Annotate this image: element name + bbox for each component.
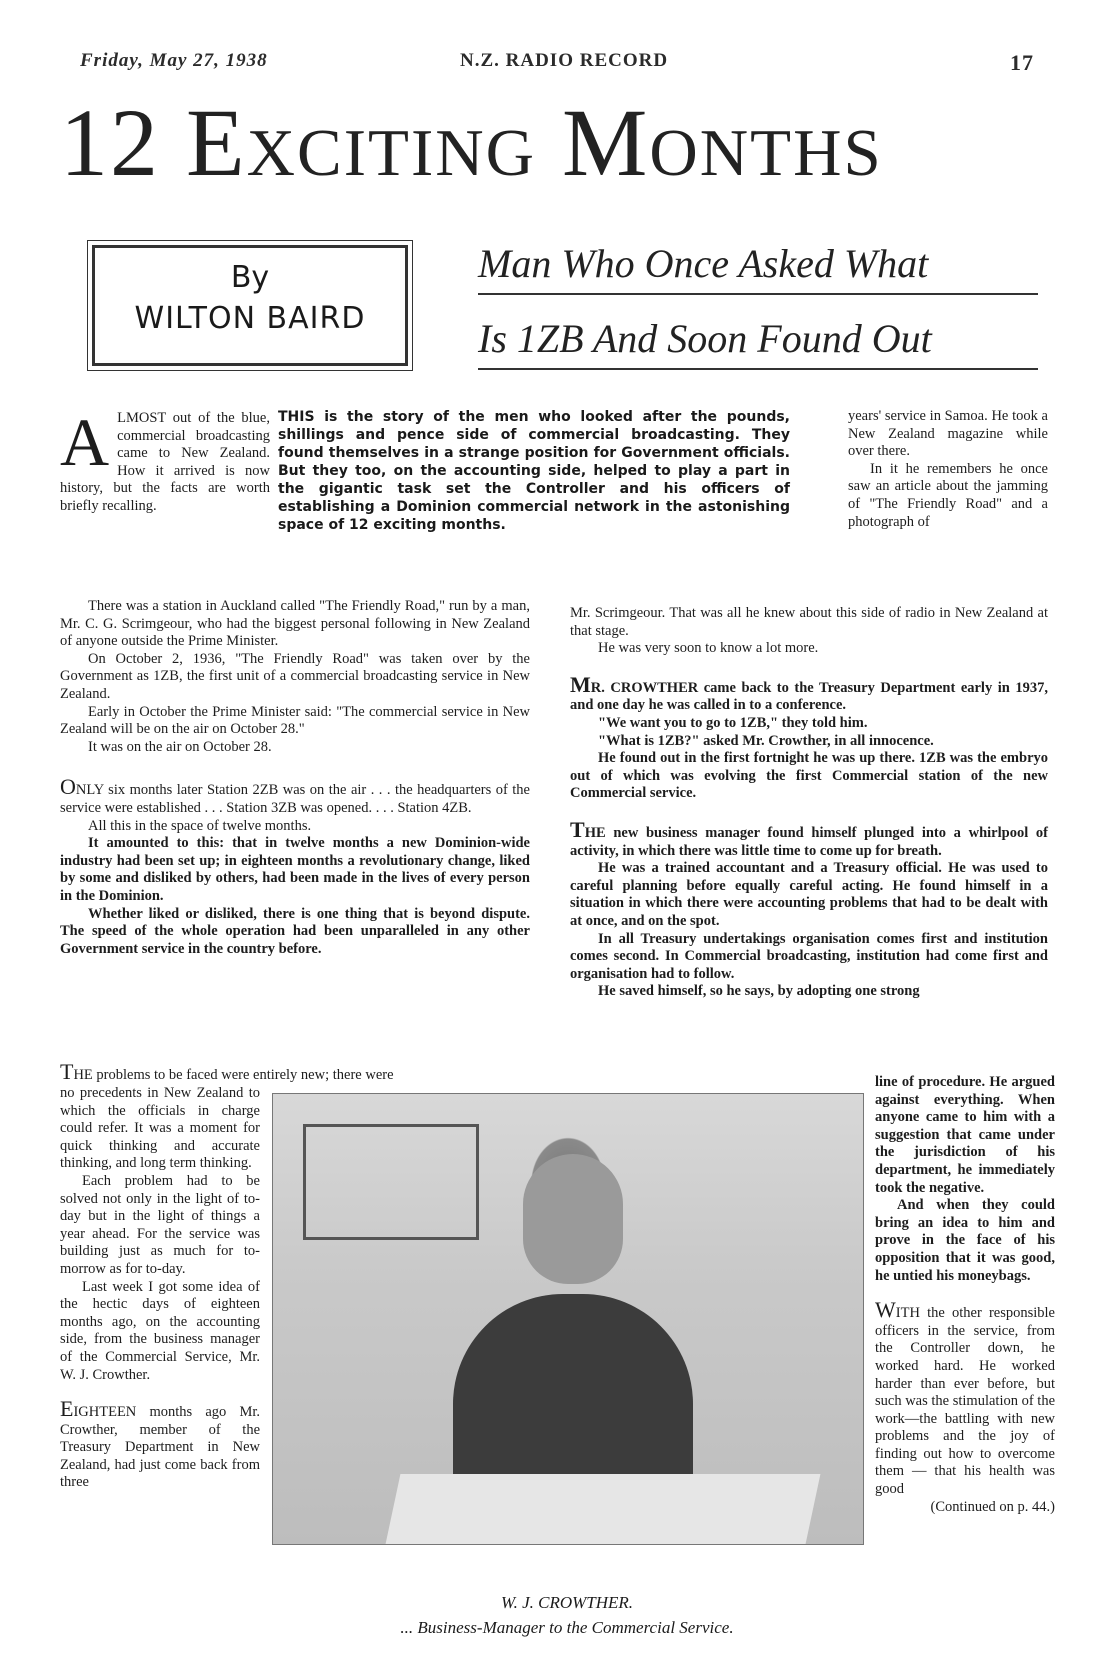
- para-october-2: On October 2, 1936, "The Friendly Road" was taken over by the Government as 1ZB, the first unit of a commercial broadcasting service in New Zealand.: [60, 650, 530, 702]
- para-eighteen-months: IGHTEEN months ago Mr. Crowther, member of the Treasury Department in New Zealand, had just come back from three: [60, 1404, 260, 1491]
- lead-text: LMOST out of the blue, commercial broadcasting came to New Zealand. How it arrived is now history, but the facts are worth briefly recalling.: [60, 410, 270, 514]
- drop-cap-w: W: [875, 1297, 896, 1323]
- byline-by: By: [230, 260, 270, 295]
- para-moneybags: And when they could bring an idea to him and prove in the face of his opposition that it was good, he untied his moneybags.: [875, 1197, 1055, 1284]
- drop-cap-t2: T: [570, 816, 585, 842]
- para-remembers: In it he remembers he once saw an article about the jamming of "The Friendly Road" and a photograph of: [848, 460, 1048, 530]
- para-came-back: R. CROWTHER came back to the Treasury Department early in 1937, and one day he was called in to a conference.: [570, 679, 1048, 714]
- column-1-narrow: [60, 1085, 260, 1492]
- column-3-top: [848, 408, 1048, 531]
- photo-window: [303, 1124, 479, 1240]
- para-what-is-1zb: "What is 1ZB?" asked Mr. Crowther, in all innocence.: [598, 732, 934, 749]
- column-1-body: [60, 598, 530, 958]
- para-problems-b: no precedents in New Zealand to which the officials in charge could refer. It was a moment for quick thinking and accurate thinking, and long term thinking.: [60, 1085, 260, 1172]
- issue-date: Friday, May 27, 1938: [80, 50, 268, 71]
- byline-box: [92, 245, 408, 366]
- page-number: 17: [1010, 50, 1034, 75]
- para-twelve-months: All this in the space of twelve months.: [88, 817, 312, 834]
- column-3-body: [570, 605, 1048, 1001]
- para-samoa: years' service in Samoa. He took a New Zealand magazine while over there.: [848, 408, 1048, 460]
- para-whirlpool: HE new business manager found himself plunged into a whirlpool of activity, in which there was little time to come up for breath.: [570, 824, 1048, 859]
- para-amounted: It amounted to this: that in twelve months a new Dominion-wide industry had been set up; in eighteen months a revolutionary change, liked by some and disliked by others, had been made in the lives of every person in the Dominion.: [60, 835, 530, 904]
- continued-note: (Continued on p. 44.): [930, 1498, 1055, 1515]
- photo-head: [523, 1154, 623, 1284]
- para-want-you: "We want you to go to 1ZB," they told him.: [598, 714, 868, 731]
- problems-first-line: [60, 1059, 530, 1085]
- column-3-narrow: [875, 1074, 1055, 1516]
- para-each-problem: Each problem had to be solved not only in the light of to-day but in the light of things a year ahead. For the service was building just as much for to-morrow as for to-day.: [60, 1172, 260, 1277]
- para-saved-himself-b: line of procedure. He argued against everything. When anyone came to him with a suggestion that came under the jurisdiction of his department, he immediately took the negative.: [875, 1074, 1055, 1196]
- lead-paragraph: [60, 404, 270, 516]
- photo-caption-name: W. J. CROWTHER.: [500, 1593, 634, 1612]
- intro-text: THIS is the story of the men who looked after the pounds, shillings and pence side of commercial broadcasting. They found themselves in a strange position for Government officials. But they too, on the accounting side, helped to play a part in the gigantic task set the Controller and his officers of establishing a Dominion commercial network in the astonishing space of 12 exciting months.: [278, 409, 790, 533]
- para-found-out: He found out in the first fortnight he was up there. 1ZB was the embryo out of which was evolving the first Commercial station of the new Commercial service.: [570, 750, 1048, 802]
- para-dispute: Whether liked or disliked, there is one thing that is beyond dispute. The speed of the whole operation had been unparalleled in any other Government service in the country before.: [60, 905, 530, 957]
- masthead: N.Z. RADIO RECORD: [460, 50, 669, 71]
- para-lot-more: He was very soon to know a lot more.: [598, 640, 819, 657]
- subhead-line-2: Is 1ZB And Soon Found Out: [478, 315, 1038, 370]
- para-saved-himself-a: He saved himself, so he says, by adopting one strong: [598, 983, 920, 1000]
- para-last-week: Last week I got some idea of the hectic days of eighteen months ago, on the accounting side, from the business manager of the Commercial Service, Mr. W. J. Crowther.: [60, 1278, 260, 1383]
- photo-papers: [386, 1474, 821, 1544]
- para-friendly-road: There was a station in Auckland called "The Friendly Road," run by a man, Mr. C. G. Scrimgeour, who had the biggest personal following in New Zealand of anyone outside the Prime Minister.: [60, 598, 530, 650]
- drop-cap-m: M: [570, 671, 591, 697]
- para-treasury-undertakings: In all Treasury undertakings organisation comes first and institution comes second. In Commercial broadcasting, institution had come first and organisation had to follow.: [570, 930, 1048, 982]
- para-other-officers: ITH the other responsible officers in the service, from the Controller down, he worked hard. He worked harder than ever before, but such was the stimulation of the work—the battling with new problems and the joy of finding out how to overcome them — that his health was good: [875, 1305, 1056, 1498]
- photo-caption-role: ... Business-Manager to the Commercial Service.: [400, 1618, 734, 1637]
- drop-cap-t: T: [60, 1059, 74, 1084]
- byline-author: WILTON BAIRD: [134, 301, 366, 336]
- para-prime-minister: Early in October the Prime Minister said: "The commercial service in New Zealand will be on the air on October 28.": [60, 703, 530, 738]
- drop-cap-e: E: [60, 1396, 74, 1422]
- para-accountant: He was a trained accountant and a Treasury official. He was used to careful planning before equally careful acting. He found himself in a situation in which there were accounting problems that had to be dealt with at once, and on the spot.: [570, 860, 1048, 929]
- para-scrimgeour: Mr. Scrimgeour. That was all he knew about this side of radio in New Zealand at that stage.: [570, 605, 1048, 639]
- drop-cap-o: O: [60, 774, 76, 800]
- drop-cap-a: A: [60, 404, 110, 480]
- headline: 12 Exciting Months: [60, 89, 883, 196]
- portrait-photo: [272, 1093, 864, 1545]
- para-problems-a: HE problems to be faced were entirely new; there were: [73, 1067, 394, 1083]
- para-on-air: It was on the air on October 28.: [88, 738, 272, 755]
- para-six-months: NLY six months later Station 2ZB was on the air . . . the headquarters of the service were established . . . Station 3ZB was opened. . . . Station 4ZB.: [60, 782, 530, 816]
- subhead-line-1: Man Who Once Asked What: [478, 240, 1038, 295]
- intro-blurb: [278, 408, 790, 534]
